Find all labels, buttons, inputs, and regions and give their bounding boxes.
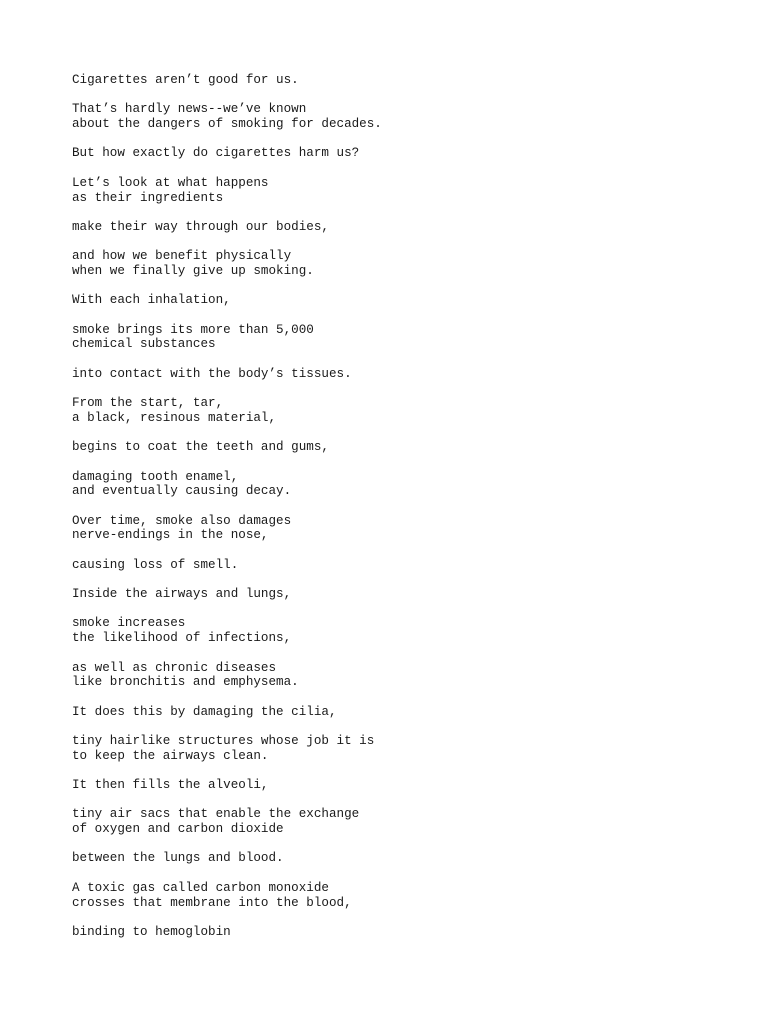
text-line: damaging tooth enamel, (72, 469, 239, 484)
paragraph (72, 881, 752, 910)
paragraph (72, 396, 752, 425)
text-line: Over time, smoke also damages (72, 513, 292, 528)
text-line: crosses that membrane into the blood, (72, 895, 352, 910)
paragraph (72, 734, 752, 763)
text-line: into contact with the body’s tissues. (72, 366, 352, 381)
paragraph (72, 558, 752, 573)
paragraph (72, 73, 752, 88)
paragraph (72, 807, 752, 836)
paragraph (72, 778, 752, 793)
paragraph (72, 146, 752, 161)
paragraph (72, 851, 752, 866)
document-page (72, 73, 752, 954)
text-line: But how exactly do cigarettes harm us? (72, 146, 360, 161)
paragraph (72, 514, 752, 543)
text-line: nerve-endings in the nose, (72, 528, 269, 543)
paragraph (72, 367, 752, 382)
text-line: causing loss of smell. (72, 557, 239, 572)
paragraph (72, 661, 752, 690)
text-line: when we finally give up smoking. (72, 263, 314, 278)
text-line: smoke brings its more than 5,000 (72, 322, 314, 337)
text-line: Let’s look at what happens (72, 175, 269, 190)
text-line: From the start, tar, (72, 396, 224, 411)
text-line: Cigarettes aren’t good for us. (72, 73, 299, 87)
text-line: the likelihood of infections, (72, 631, 292, 646)
text-line: between the lungs and blood. (72, 851, 284, 866)
text-line: to keep the airways clean. (72, 748, 269, 763)
text-line: tiny air sacs that enable the exchange (72, 807, 360, 822)
text-line: make their way through our bodies, (72, 219, 329, 234)
paragraph (72, 323, 752, 352)
text-line: Inside the airways and lungs, (72, 587, 292, 602)
paragraph (72, 705, 752, 720)
text-line: and how we benefit physically (72, 249, 292, 264)
text-line: That’s hardly news--we’ve known (72, 102, 307, 117)
text-line: as their ingredients (72, 190, 224, 205)
text-line: chemical substances (72, 337, 216, 352)
text-line: smoke increases (72, 616, 186, 631)
paragraph (72, 925, 752, 940)
text-line: tiny hairlike structures whose job it is (72, 733, 375, 748)
paragraph (72, 440, 752, 455)
text-line: A toxic gas called carbon monoxide (72, 880, 329, 895)
paragraph (72, 587, 752, 602)
paragraph (72, 470, 752, 499)
text-line: binding to hemoglobin (72, 924, 231, 939)
paragraph (72, 220, 752, 235)
text-line: a black, resinous material, (72, 410, 277, 425)
text-line: about the dangers of smoking for decades. (72, 117, 382, 132)
paragraph (72, 102, 752, 131)
text-line: and eventually causing decay. (72, 484, 292, 499)
text-line: as well as chronic diseases (72, 660, 277, 675)
paragraph (72, 249, 752, 278)
paragraph (72, 176, 752, 205)
text-line: of oxygen and carbon dioxide (72, 822, 284, 837)
text-line: begins to coat the teeth and gums, (72, 440, 329, 455)
paragraph (72, 293, 752, 308)
text-line: It does this by damaging the cilia, (72, 704, 337, 719)
paragraph (72, 616, 752, 645)
text-line: It then fills the alveoli, (72, 778, 269, 792)
text-line: With each inhalation, (72, 293, 231, 308)
text-line: like bronchitis and emphysema. (72, 675, 299, 690)
